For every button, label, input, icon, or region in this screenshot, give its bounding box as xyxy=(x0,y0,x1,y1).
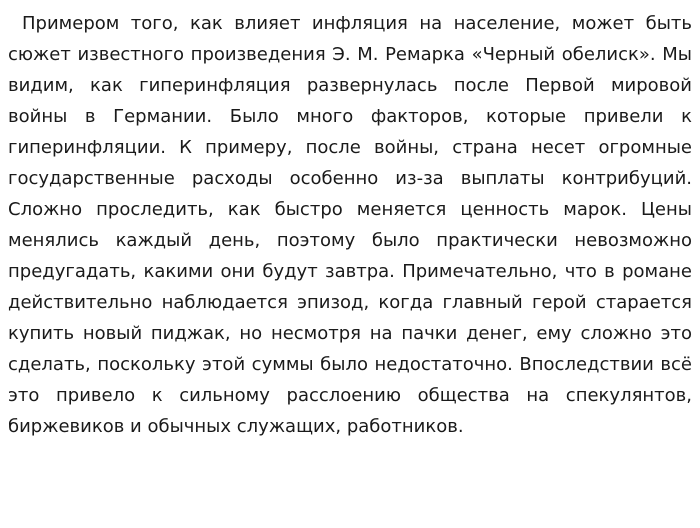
body-paragraph: Примером того, как влияет инфляция на население, может быть сюжет известного произведения Э. М. Ремарка «Черный обелиск». Мы видим, как гиперинфляция развернулась после Первой мировой войны в Германии. Было много факторов, которые привели к гиперинфляции. К примеру, после войны, страна несет огромные государственные расходы особенно из-за выплаты контрибуций. Сложно проследить, как быстро меняется ценность марок. Цены менялись каждый день, поэтому было практически невозможно предугадать, какими они будут завтра. Примечательно, что в романе действительно наблюдается эпизод, когда главный герой старается купить новый пиджак, но несмотря на пачки денег, ему сложно это сделать, поскольку этой суммы было недостаточно. Впоследствии всё это привело к сильному расслоению общества на спекулянтов, биржевиков и обычных служащих, работников. xyxy=(8,13,692,437)
document-body xyxy=(8,8,692,442)
